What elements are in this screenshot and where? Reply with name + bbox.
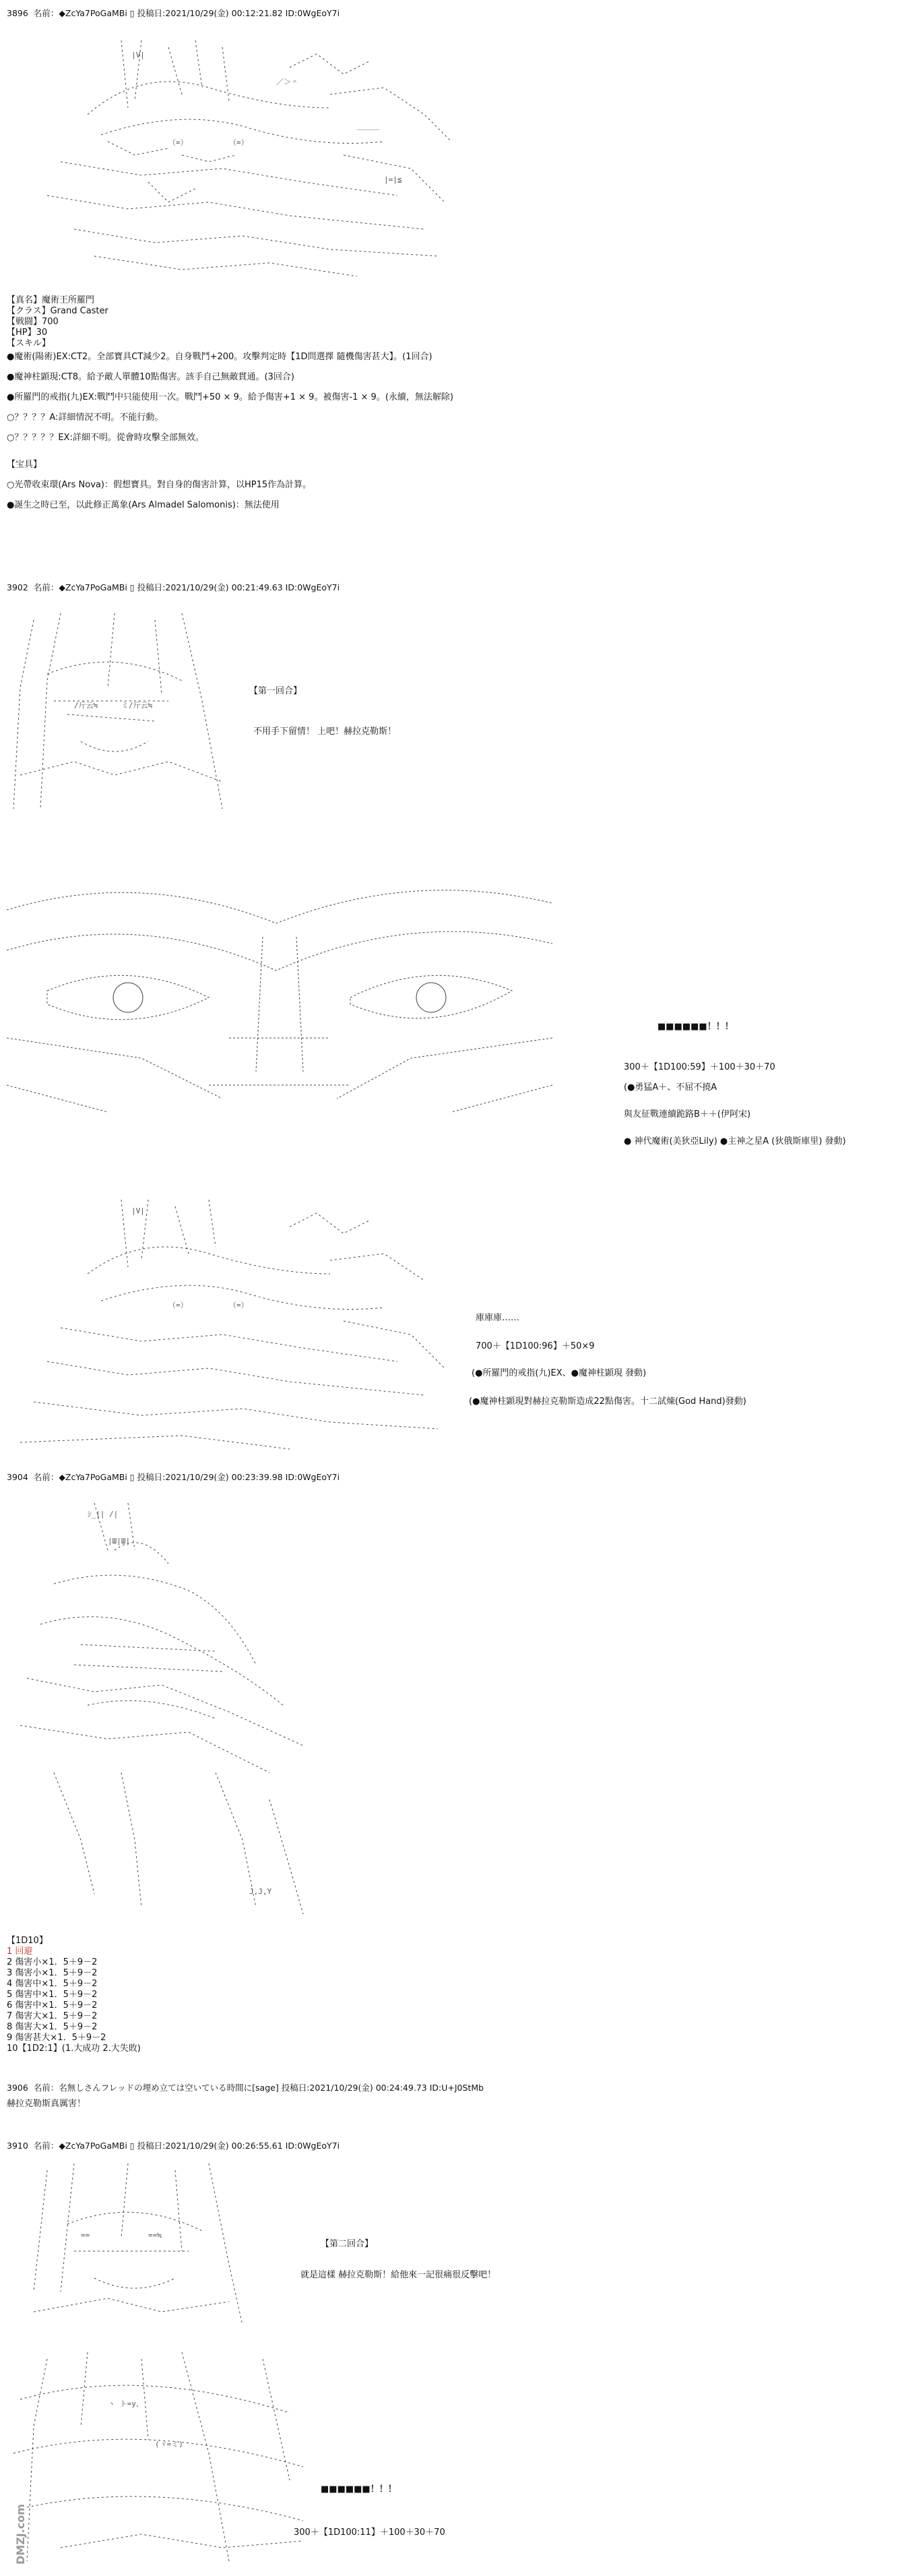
ascii-art-solomon <box>7 27 465 290</box>
ascii-art-heracles <box>13 1490 323 1921</box>
skill-item: ●魔術(陽術)EX:CT2。全部寶具CT減少2。自身戰鬥+200。攻擊判定時【1D問選擇 隨機傷害甚大】。(1回合) <box>7 352 432 362</box>
roll-header: 【1D10】 <box>7 1936 48 1946</box>
svg-text:ミ/斤云≒: ミ/斤云≒ <box>121 701 153 710</box>
trip-code: ◆ZcYa7PoGaMBi <box>59 582 127 592</box>
svg-text:==: == <box>81 2231 90 2240</box>
svg-text:_____: _____ <box>357 121 380 130</box>
ascii-art-heracles-eyes <box>7 869 552 1126</box>
trip-code: ◆ZcYa7PoGaMBi <box>59 8 127 18</box>
svg-text:/斤云≒: /斤云≒ <box>74 701 98 710</box>
roll-option: 6 傷害中×1．5＋9－2 <box>7 2000 98 2011</box>
battle-shout: ■■■■■■！！！ <box>321 2484 397 2494</box>
svg-text:（=）: （=） <box>168 1301 188 1310</box>
damage-calc: 300＋【1D100:11】＋100＋30＋70 <box>294 2527 445 2538</box>
svg-text:|Ш|Ш|: |Ш|Ш| <box>108 1537 131 1545</box>
effect-line: (●勇猛A＋、不屈不撓A <box>624 1082 717 1093</box>
roll-option: 3 傷害小×1．5＋9－2 <box>7 1968 98 1978</box>
damage-calc: 300＋【1D100:59】＋100＋30＋70 <box>624 1062 775 1072</box>
svg-text:ｼ_|| /|: ｼ_|| /| <box>88 1510 119 1519</box>
reply-text: 赫拉克勒斯真厲害！ <box>7 2099 86 2109</box>
damage-calc: 700＋【1D100:96】＋50×9 <box>476 1341 595 1351</box>
stat-class: 【クラス】Grand Caster <box>7 306 108 316</box>
post-header: 3906 名前：名無しさんフレッドの埋め立ては空いている時間に[sage] 投稿日:2021/10/29(金) 00:24:49.73 ID:U+J0StMb <box>7 2083 484 2093</box>
post-header: 3902 名前：◆ZcYa7PoGaMBi ▯ 投稿日:2021/10/29(金) 00:21:49.63 ID:0WgEoY7i <box>7 582 340 592</box>
svg-text:（=）: （=） <box>229 1301 249 1310</box>
roll-option: 8 傷害大×1．5＋9－2 <box>7 2022 98 2032</box>
skill-item: ○？？？？A:詳細情況不明。不能行動。 <box>7 412 164 423</box>
effect-line: (●所羅門的戒指(九)EX、●魔神柱顕現 發動) <box>472 1368 647 1378</box>
roll-option: 1 回避 <box>7 1946 33 1957</box>
trip-code: ◆ZcYa7PoGaMBi <box>59 1472 127 1482</box>
battle-shout: ■■■■■■！！！ <box>657 1022 734 1032</box>
svg-text:==≒: ==≒ <box>148 2231 162 2240</box>
svg-text:|V|: |V| <box>131 1206 145 1215</box>
ascii-art-heracles-2 <box>7 2345 317 2568</box>
post-header: 3896 名前：◆ZcYa7PoGaMBi ▯ 投稿日:2021/10/29(金) 00:12:21.82 ID:0WgEoY7i <box>7 8 340 18</box>
svg-text:|V|: |V| <box>131 51 145 59</box>
np-item: ●誕生之時已至，以此修正萬象(Ars Almadel Salomonis)：無法使用 <box>7 500 280 510</box>
svg-text:／＞＾: ／＞＾ <box>276 78 298 86</box>
post-header: 3910 名前：◆ZcYa7PoGaMBi ▯ 投稿日:2021/10/29(金) 00:26:55.61 ID:0WgEoY7i <box>7 2141 340 2151</box>
roll-option: 4 傷害中×1．5＋9－2 <box>7 1979 98 1989</box>
roll-option: 2 傷害小×1．5＋9－2 <box>7 1957 98 1967</box>
svg-text:ヽ ト=y、: ヽ ト=y、 <box>108 2399 143 2408</box>
svg-text:DMZJ.com: DMZJ.com <box>14 2504 27 2565</box>
roll-option: 9 傷害甚大×1．5＋9－2 <box>7 2033 106 2043</box>
svg-text:|=|≦: |=|≦ <box>384 175 402 184</box>
stat-power: 【戦闘】700 <box>7 317 59 327</box>
post-header: 3904 名前：◆ZcYa7PoGaMBi ▯ 投稿日:2021/10/29(金) 00:23:39.98 ID:0WgEoY7i <box>7 1472 340 1482</box>
svg-text:（=）: （=） <box>168 138 188 147</box>
ascii-art-ritsuka <box>7 607 236 822</box>
roll-option: 5 傷害中×1．5＋9－2 <box>7 1990 98 2000</box>
svg-text:J,J,Y: J,J,Y <box>249 1887 272 1896</box>
trip-code: ◆ZcYa7PoGaMBi <box>59 2141 127 2151</box>
effect-line: 與友征戰連續跪路B＋＋(伊阿宋) <box>624 1109 751 1120</box>
round-label: 【第二回合】 <box>321 2239 374 2249</box>
watermark-logo <box>4 2494 34 2568</box>
stat-true-name: 【真名】魔術王所羅門 <box>7 295 95 305</box>
round-label: 【第一回合】 <box>249 686 302 696</box>
ascii-art-ritsuka-2 <box>27 2157 256 2332</box>
effect-line: ● 神代魔術(美狄亞Lily) ●主神之星A (狄俄斯庫里) 發動) <box>624 1136 846 1146</box>
skill-item: ●魔神柱顕現:CT8。給予敵人單體10點傷害。該手自己無敵貫通。(3回合) <box>7 372 294 382</box>
roll-option: 7 傷害大×1．5＋9－2 <box>7 2011 98 2021</box>
effect-line: (●魔神柱顕現對赫拉克勒斯造成22點傷害。十二試煉(God Hand)發動) <box>469 1397 746 1407</box>
np-item: ○光帶收束環(Ars Nova)：假想寶具。對自身的傷害計算，以HP15作為計算。 <box>7 480 312 490</box>
skill-header: 【スキル】 <box>7 338 51 348</box>
svg-text:(ヾ=ミ): (ヾ=ミ) <box>155 2440 183 2449</box>
ascii-art-solomon-2 <box>7 1186 451 1456</box>
roll-option: 10【1D2:1】(1.大成功 2.大失敗) <box>7 2044 141 2054</box>
svg-text:（=）: （=） <box>229 138 249 147</box>
reaction: 庫庫庫…… <box>476 1313 520 1323</box>
skill-item: ●所羅門的戒指(九)EX:戰鬥中只能使用一次。戰鬥+50 × 9。給予傷害+1 × 9。被傷害-1 × 9。(永續，無法解除) <box>7 392 453 402</box>
dialogue: 就是這樣 赫拉克勒斯！給他來一記很痛很反擊吧！ <box>300 2270 496 2280</box>
dialogue: 不用手下留情！ 上吧！赫拉克勒斯！ <box>253 727 397 737</box>
stat-hp: 【HP】30 <box>7 328 48 338</box>
skill-item: ○？？？？？EX:詳細不明。從會時攻擊全部無效。 <box>7 433 204 443</box>
np-header: 【宝具】 <box>7 460 42 470</box>
